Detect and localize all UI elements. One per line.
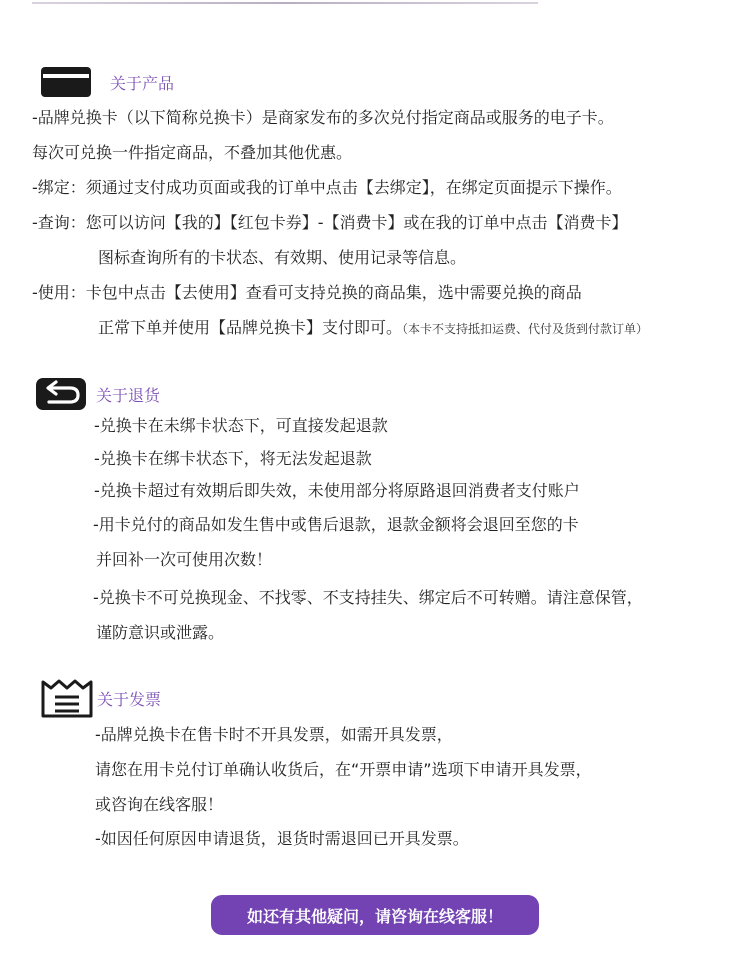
top-divider [32, 2, 538, 4]
invoice-line-4: -如因任何原因申请退货，退货时需退回已开具发票。 [95, 829, 469, 848]
product-line-7-text: 正常下单并使用【品牌兑换卡】支付即可。 [98, 318, 403, 337]
refund-line-7: 谨防意识或泄露。 [96, 623, 225, 642]
invoice-section-title: 关于发票 [97, 689, 162, 709]
refund-section-title: 关于退货 [96, 385, 161, 405]
invoice-line-3: 或咨询在线客服！ [95, 795, 224, 814]
refund-line-2: -兑换卡在绑卡状态下，将无法发起退款 [94, 449, 372, 468]
return-icon [36, 378, 86, 410]
product-line-5: 图标查询所有的卡状态、有效期、使用记录等信息。 [98, 248, 467, 267]
refund-line-4: -用卡兑付的商品如发生售中或售后退款，退款金额将会退回至您的卡 [93, 515, 579, 534]
contact-support-button[interactable]: 如还有其他疑问，请咨询在线客服！ [211, 895, 539, 935]
refund-line-1: -兑换卡在未绑卡状态下，可直接发起退款 [94, 416, 388, 435]
product-line-2: 每次可兑换一件指定商品，不叠加其他优惠。 [32, 143, 353, 162]
refund-line-6: -兑换卡不可兑换现金、不找零、不支持挂失、绑定后不可转赠。请注意保管， [93, 588, 643, 607]
invoice-line-1: -品牌兑换卡在售卡时不开具发票，如需开具发票， [95, 725, 453, 744]
invoice-line-2: 请您在用卡兑付订单确认收货后，在“开票申请”选项下申请开具发票， [95, 760, 592, 779]
refund-line-3: -兑换卡超过有效期后即失效，未使用部分将原路退回消费者支付账户 [94, 481, 580, 500]
card-icon [41, 67, 91, 97]
product-note: （本卡不支持抵扣运费、代付及货到付款订单） [402, 322, 649, 336]
invoice-section-header [41, 678, 161, 718]
product-section-header [41, 67, 174, 97]
product-line-3: -绑定：须通过支付成功页面或我的订单中点击【去绑定】，在绑定页面提示下操作。 [32, 178, 622, 197]
product-section-title: 关于产品 [110, 73, 175, 93]
refund-section-header [36, 378, 160, 410]
product-line-6: -使用：卡包中点击【去使用】查看可支持兑换的商品集，选中需要兑换的商品 [32, 283, 582, 302]
invoice-icon [41, 678, 93, 718]
refund-line-5: 并回补一次可使用次数！ [96, 550, 273, 569]
product-line-4: -查询：您可以访问【我的】【红包卡券】-【消费卡】或在我的订单中点击【消费卡】 [32, 213, 628, 232]
product-line-7 [98, 318, 648, 339]
product-line-1: -品牌兑换卡（以下简称兑换卡）是商家发布的多次兑付指定商品或服务的电子卡。 [32, 108, 614, 127]
